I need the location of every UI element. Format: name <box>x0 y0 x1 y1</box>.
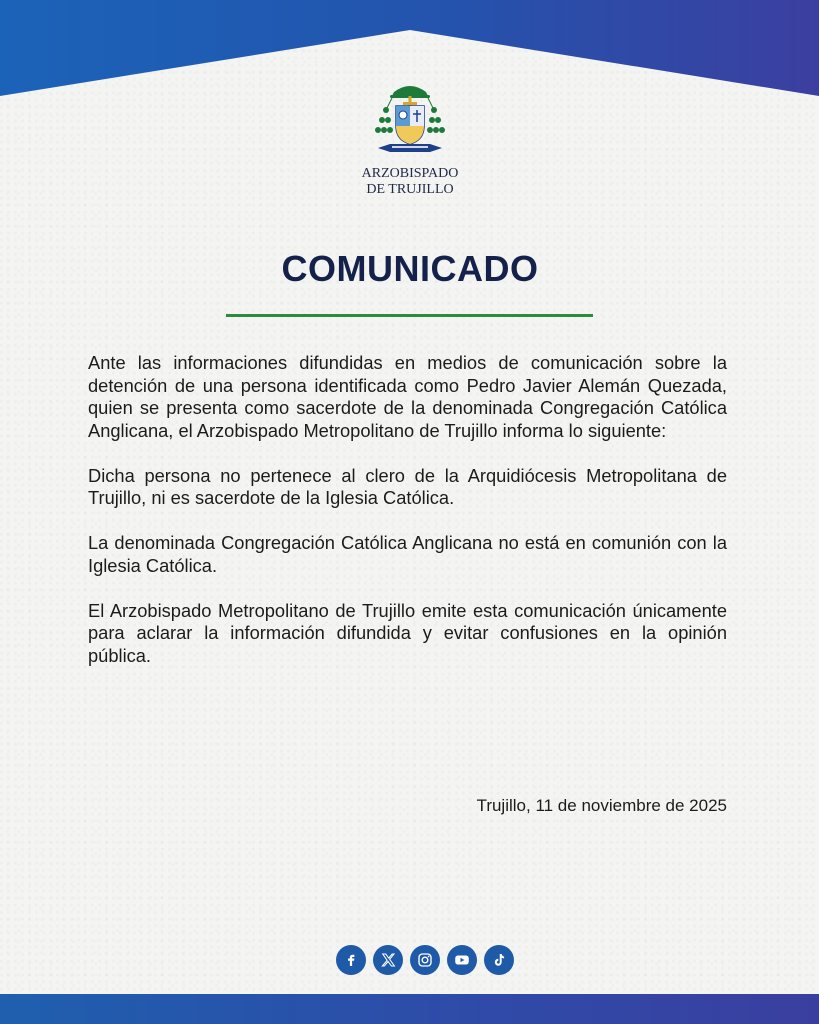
organization-name <box>300 166 520 198</box>
paragraph-1: Ante las informaciones difundidas en medios de comunicación sobre la detención de una persona identificada como Pedro Javier Alemán Quezada, quien se presenta como sacerdote de la denominada Congregación Católica Anglicana, el Arzobispado Metropolitano de Trujillo informa lo siguiente: <box>88 352 727 441</box>
org-name-line2: DE TRUJILLO <box>366 182 454 197</box>
bottom-band <box>0 994 819 1024</box>
social-links <box>336 945 514 975</box>
org-name-line1: ARZOBISPADO <box>361 166 459 181</box>
paragraph-4: El Arzobispado Metropolitano de Trujillo emite esta comunicación únicamente para aclarar la información difundida y evitar confusiones en la opinión pública. <box>88 599 727 666</box>
x-icon[interactable] <box>373 945 403 975</box>
page-title: COMUNICADO <box>281 248 539 289</box>
youtube-icon[interactable] <box>447 945 477 975</box>
statement-body <box>88 352 727 690</box>
place-and-date: Trujillo, 11 de noviembre de 2025 <box>476 796 727 815</box>
coat-of-arms-logo <box>366 82 454 162</box>
paragraph-2: Dicha persona no pertenece al clero de la Arquidiócesis Metropolitana de Trujillo, ni es sacerdote de la Iglesia Católica. <box>88 464 727 508</box>
title-divider <box>226 314 593 317</box>
instagram-icon[interactable] <box>410 945 440 975</box>
facebook-icon[interactable] <box>336 945 366 975</box>
paragraph-3: La denominada Congregación Católica Anglicana no está en comunión con la Iglesia Católica. <box>88 532 727 576</box>
tiktok-icon[interactable] <box>484 945 514 975</box>
